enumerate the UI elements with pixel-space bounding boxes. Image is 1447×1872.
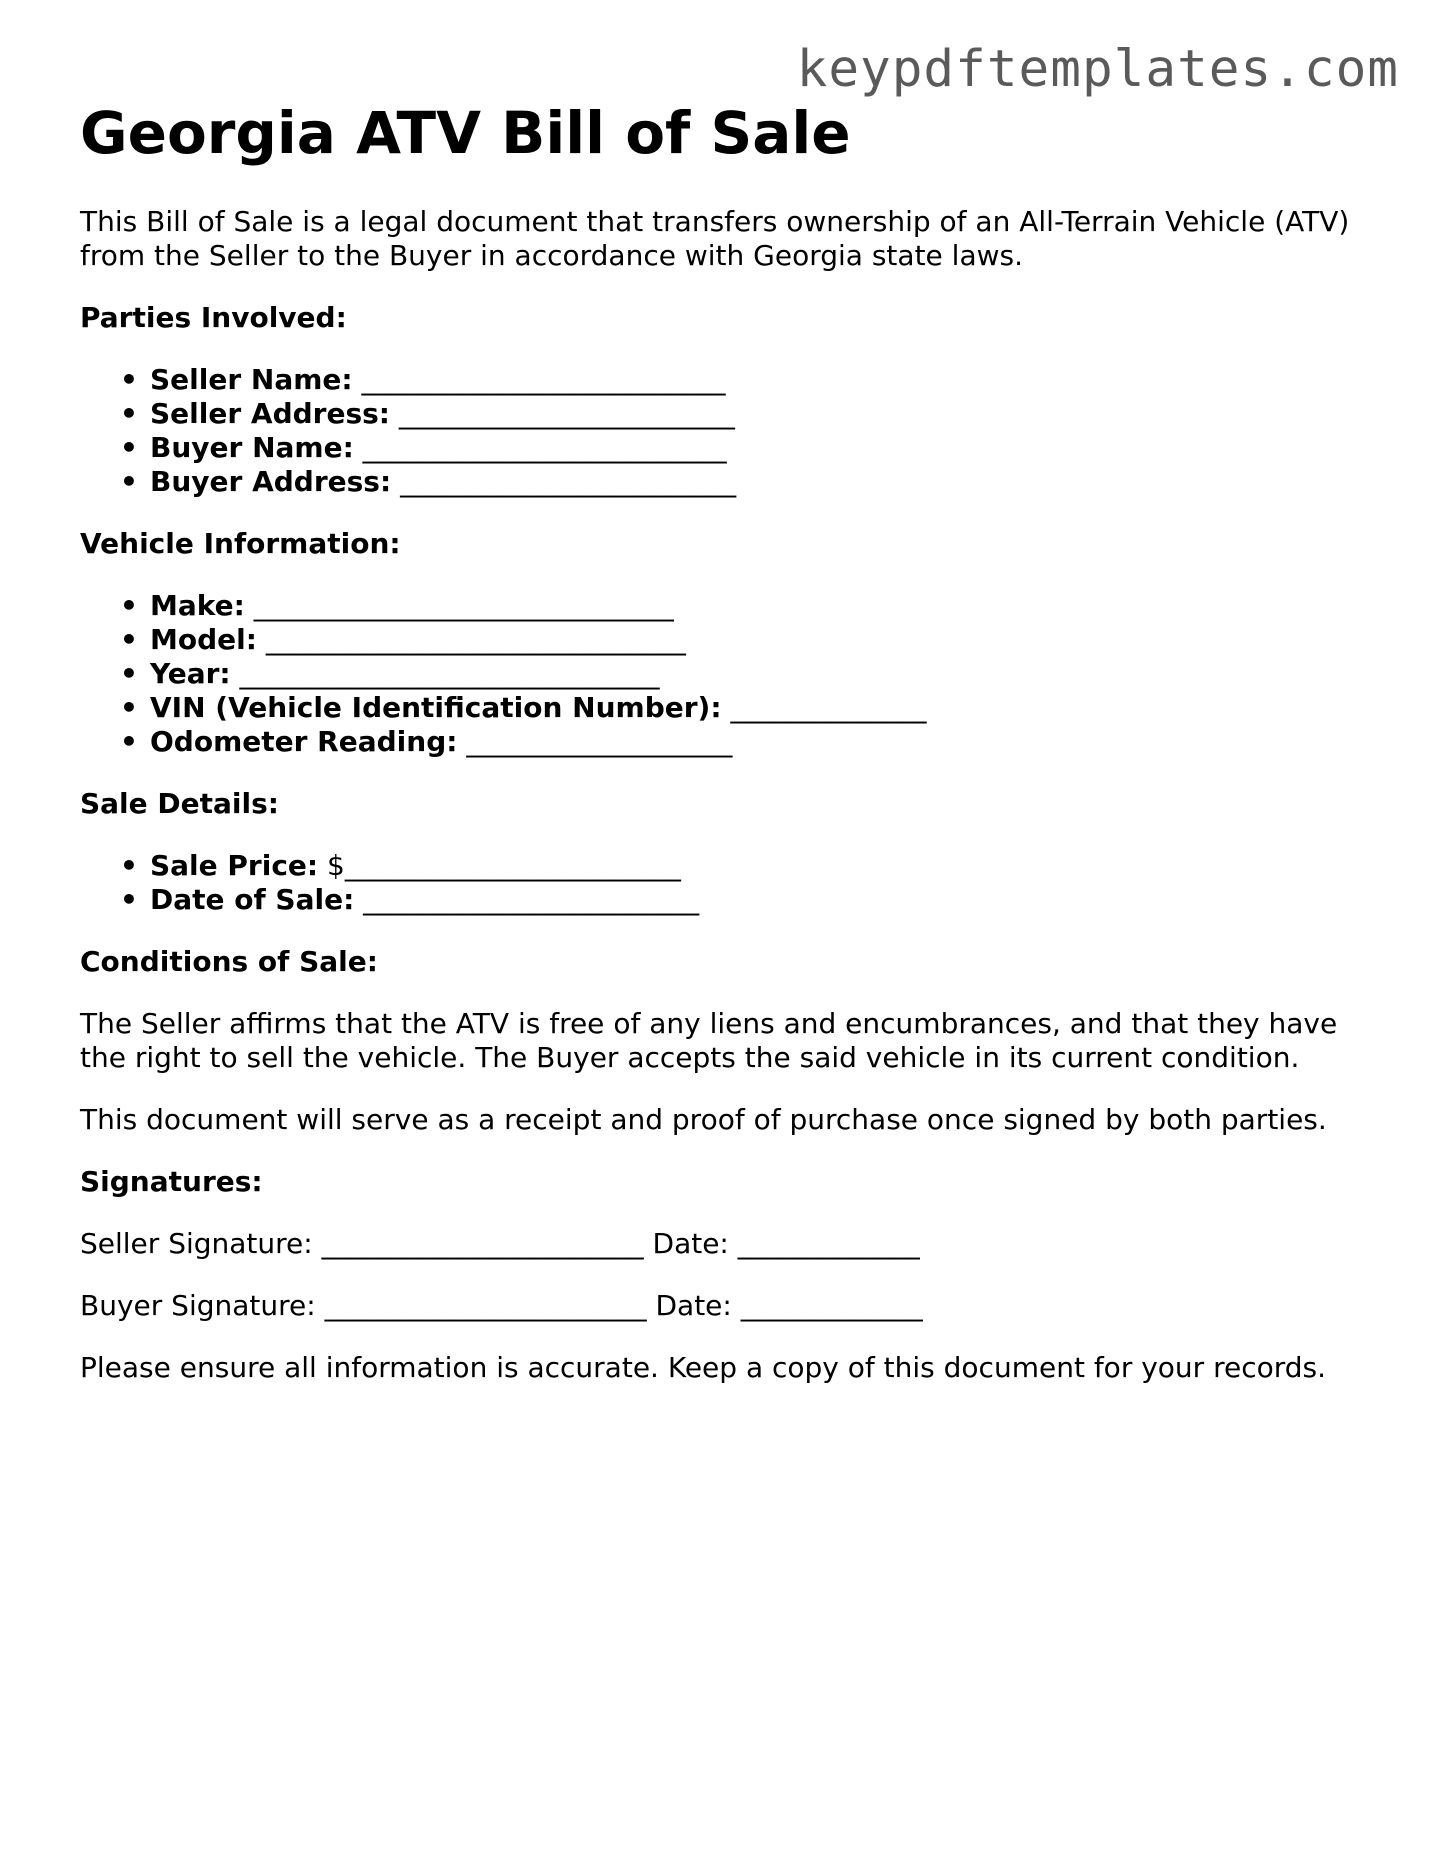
- field-label: Year:: [150, 656, 231, 690]
- list-item-odometer: [150, 725, 1380, 759]
- conditions-heading: Conditions of Sale:: [80, 944, 378, 978]
- parties-list: [80, 363, 1380, 499]
- blank-line: ______________________________: [230, 656, 660, 690]
- field-label: Buyer Address:: [150, 464, 392, 498]
- blank-line: ________________________: [354, 882, 700, 916]
- field-label: VIN (Vehicle Identification Number):: [150, 690, 722, 724]
- blank-line: __________________________: [353, 430, 727, 464]
- blank-line: ______________: [721, 690, 927, 724]
- vehicle-list: [80, 589, 1380, 759]
- field-label: Model:: [150, 622, 257, 656]
- list-item-date-of-sale: [150, 883, 1380, 917]
- blank-line: $________________________: [318, 848, 681, 882]
- document-page: [80, 100, 1380, 1385]
- buyer-signature-line: Buyer Signature: _______________________ Date: _____________: [80, 1288, 923, 1322]
- list-item-buyer-name: [150, 431, 1380, 465]
- blank-line: ______________________________: [244, 588, 674, 622]
- field-label: Seller Name:: [150, 362, 353, 396]
- blank-line: ______________________________: [256, 622, 686, 656]
- field-label: Make:: [150, 588, 245, 622]
- field-label: Date of Sale:: [150, 882, 355, 916]
- list-item-sale-price: [150, 849, 1380, 883]
- receipt-paragraph: This document will serve as a receipt and proof of purchase once signed by both parties.: [80, 1102, 1327, 1136]
- list-item-vin: [150, 691, 1380, 725]
- seller-signature-line: Seller Signature: _______________________ Date: _____________: [80, 1226, 920, 1260]
- field-label: Odometer Reading:: [150, 724, 458, 758]
- list-item-buyer-address: [150, 465, 1380, 499]
- watermark-logo: keypdftemplates.com: [796, 40, 1399, 99]
- list-item-seller-address: [150, 397, 1380, 431]
- field-label: Buyer Name:: [150, 430, 354, 464]
- sale-list: [80, 849, 1380, 917]
- list-item-make: [150, 589, 1380, 623]
- field-label: Seller Address:: [150, 396, 390, 430]
- list-item-model: [150, 623, 1380, 657]
- list-item-year: [150, 657, 1380, 691]
- vehicle-heading: Vehicle Information:: [80, 526, 401, 560]
- field-label: Sale Price:: [150, 848, 319, 882]
- blank-line: ________________________: [391, 464, 737, 498]
- footer-note: Please ensure all information is accurate. Keep a copy of this document for your records.: [80, 1350, 1327, 1384]
- list-item-seller-name: [150, 363, 1380, 397]
- signatures-heading: Signatures:: [80, 1164, 263, 1198]
- conditions-paragraph: The Seller affirms that the ATV is free of any liens and encumbrances, and that they have the right to sell the vehicle. The Buyer accepts the said vehicle in its current condition.: [80, 1006, 1338, 1074]
- intro-paragraph: This Bill of Sale is a legal document that transfers ownership of an All-Terrain Vehicle (ATV) from the Seller to the Buyer in accordance with Georgia state laws.: [80, 204, 1350, 272]
- parties-heading: Parties Involved:: [80, 300, 347, 334]
- sale-heading: Sale Details:: [80, 786, 279, 820]
- document-title: Georgia ATV Bill of Sale: [80, 99, 851, 167]
- blank-line: __________________________: [352, 362, 726, 396]
- blank-line: ________________________: [389, 396, 735, 430]
- blank-line: ___________________: [457, 724, 733, 758]
